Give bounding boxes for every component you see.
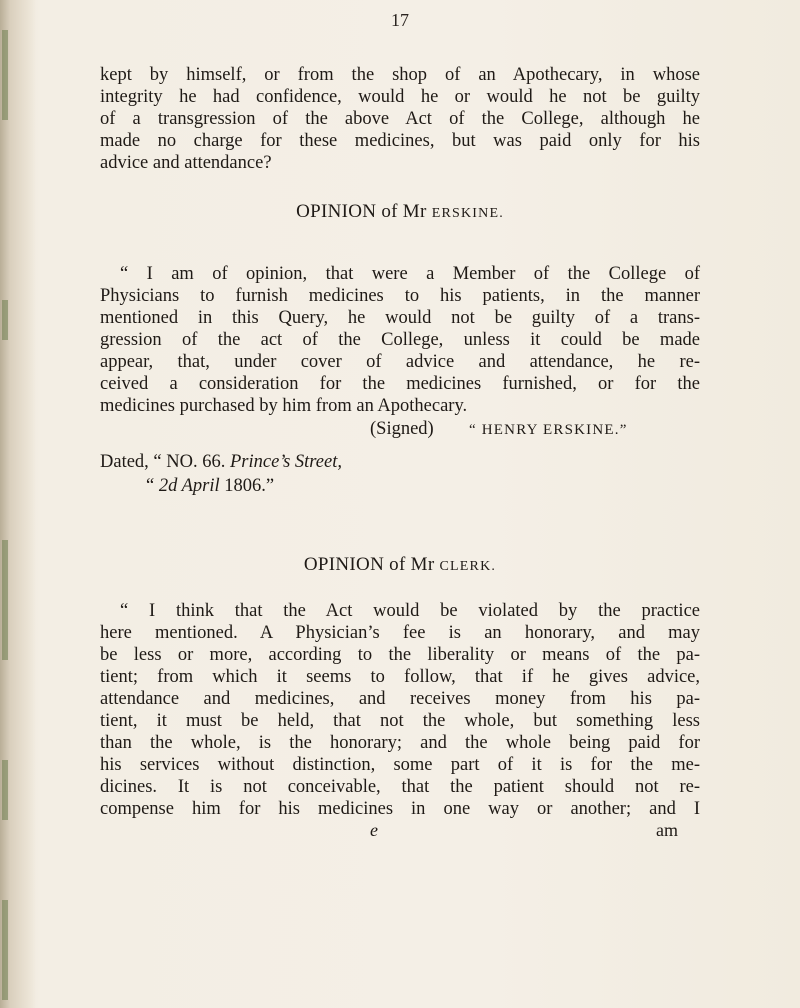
text-line: attendance and medicines, and receives money from his pa- [100, 689, 700, 709]
catchword: am [656, 820, 678, 840]
text-line: “ I think that the Act would be violated by the practice [120, 601, 700, 621]
text-line: “ I am of opinion, that were a Member of the College of [120, 264, 700, 284]
page-gutter-edge [0, 0, 36, 1008]
dated-date-line [146, 476, 274, 497]
text-line: here mentioned. A Physician’s fee is an honorary, and may [100, 623, 700, 643]
gutter-stain [2, 300, 8, 340]
text-line: compense him for his medicines in one way or another; and I [100, 799, 700, 819]
text-line: his services without distinction, some part of it is for the me- [100, 755, 700, 775]
opinion-clerk-text [100, 600, 700, 820]
gutter-stain [2, 30, 8, 120]
gutter-stain [2, 760, 8, 820]
heading-prefix: OPINION of Mr [303, 554, 440, 575]
text-line: integrity he had confidence, would he or would he not be guilty [100, 87, 700, 107]
heading-name: CLERK. [439, 559, 497, 574]
text-line: tient; from which it seems to follow, that if he gives advice, [100, 667, 700, 687]
signer-name: “ HENRY ERSKINE.” [468, 422, 628, 438]
text-line: made no charge for these medicines, but was paid only for his [100, 131, 700, 151]
opinion-clerk-heading [0, 554, 800, 576]
signature-mark: e [370, 820, 378, 840]
text-line: advice and attendance? [100, 153, 272, 173]
text-line: medicines purchased by him from an Apothecary. [100, 396, 468, 416]
text-line: tient, it must be held, that not the whole, but something less [100, 711, 700, 731]
text-line: Physicians to furnish medicines to his patients, in the manner [100, 286, 700, 306]
intro-paragraph [100, 64, 700, 174]
dated-line [100, 452, 342, 473]
text-line: mentioned in this Query, he would not be guilty of a trans- [100, 308, 700, 328]
text-line: dicines. It is not conceivable, that the patient should not re- [100, 777, 700, 797]
gutter-stain [2, 900, 8, 1000]
text-line: kept by himself, or from the shop of an Apothecary, in whose [100, 65, 700, 85]
heading-name: ERSKINE. [431, 206, 504, 221]
signature-line [370, 419, 628, 440]
text-line: appear, that, under cover of advice and attendance, he re- [100, 352, 700, 372]
opinion-erskine-heading [0, 201, 800, 223]
dated-label: Dated, “ NO. 66. [100, 452, 230, 472]
text-line: gression of the act of the College, unless it could be made [100, 330, 700, 350]
signed-label: (Signed) [370, 419, 434, 439]
text-line: than the whole, is the honorary; and the whole being paid for [100, 733, 700, 753]
page-number: 17 [391, 10, 409, 30]
dated-year: 1806.” [219, 476, 275, 496]
dated-date: 2d April [158, 476, 220, 496]
dated-quote: “ [146, 476, 159, 496]
heading-prefix: OPINION of Mr [296, 201, 432, 222]
text-line: ceived a consideration for the medicines furnished, or for the [100, 374, 700, 394]
opinion-erskine-text [100, 263, 700, 417]
text-line: of a transgression of the above Act of the College, although he [100, 109, 700, 129]
text-line: be less or more, according to the liberality or means of the pa- [100, 645, 700, 665]
dated-street: Prince’s Street, [229, 452, 342, 472]
